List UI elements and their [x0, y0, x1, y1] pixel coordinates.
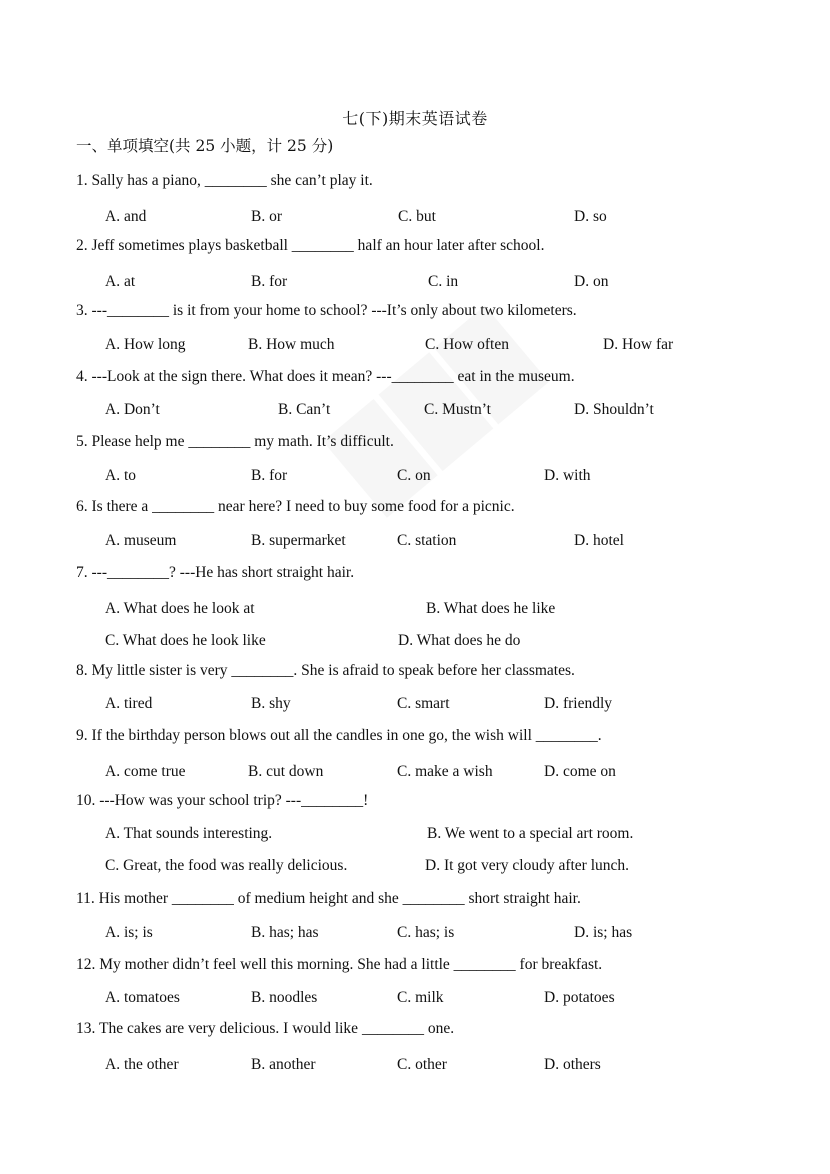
page-title: 七(下)期末英语试卷 [342, 109, 488, 128]
option-7d[interactable]: D. What does he do [398, 632, 521, 649]
option-11b[interactable]: B. has; has [251, 924, 319, 941]
option-9a[interactable]: A. come true [105, 763, 186, 780]
option-10c[interactable]: C. Great, the food was really delicious. [105, 857, 348, 874]
option-6a[interactable]: A. museum [105, 532, 177, 549]
option-12b[interactable]: B. noodles [251, 989, 318, 1006]
option-2c[interactable]: C. in [428, 273, 459, 290]
option-13b[interactable]: B. another [251, 1056, 316, 1073]
option-4b[interactable]: B. Can’t [278, 401, 331, 418]
option-9c[interactable]: C. make a wish [397, 763, 493, 780]
option-3d[interactable]: D. How far [603, 336, 674, 353]
option-4c[interactable]: C. Mustn’t [424, 401, 491, 418]
question-12: 12. My mother didn’t feel well this morning. She had a little ________ for breakfast. [76, 956, 603, 973]
option-3b[interactable]: B. How much [248, 336, 335, 353]
option-2a[interactable]: A. at [105, 273, 136, 290]
option-7c[interactable]: C. What does he look like [105, 632, 266, 649]
option-4d[interactable]: D. Shouldn’t [574, 401, 654, 418]
option-11a[interactable]: A. is; is [105, 924, 153, 941]
option-1b[interactable]: B. or [251, 208, 282, 225]
option-5d[interactable]: D. with [544, 467, 591, 484]
option-12c[interactable]: C. milk [397, 989, 444, 1006]
question-9: 9. If the birthday person blows out all the candles in one go, the wish will ________. [76, 727, 602, 744]
option-10b[interactable]: B. We went to a special art room. [427, 825, 634, 842]
question-7: 7. ---________? ---He has short straight hair. [76, 564, 355, 581]
option-9d[interactable]: D. come on [544, 763, 616, 780]
option-6c[interactable]: C. station [397, 532, 457, 549]
option-7b[interactable]: B. What does he like [426, 600, 556, 617]
option-1a[interactable]: A. and [105, 208, 147, 225]
option-13d[interactable]: D. others [544, 1056, 601, 1073]
option-2b[interactable]: B. for [251, 273, 288, 290]
option-12a[interactable]: A. tomatoes [105, 989, 180, 1006]
option-9b[interactable]: B. cut down [248, 763, 324, 780]
question-11: 11. His mother ________ of medium height and she ________ short straight hair. [76, 890, 581, 907]
option-5a[interactable]: A. to [105, 467, 136, 484]
option-4a[interactable]: A. Don’t [105, 401, 160, 418]
option-10a[interactable]: A. That sounds interesting. [105, 825, 273, 842]
option-13c[interactable]: C. other [397, 1056, 447, 1073]
option-10d[interactable]: D. It got very cloudy after lunch. [425, 857, 630, 874]
option-6d[interactable]: D. hotel [574, 532, 624, 549]
question-13: 13. The cakes are very delicious. I would like ________ one. [76, 1020, 455, 1037]
option-1c[interactable]: C. but [398, 208, 436, 225]
question-10: 10. ---How was your school trip? ---________! [76, 792, 369, 809]
question-8: 8. My little sister is very ________. She is afraid to speak before her classmates. [76, 662, 575, 679]
question-1: 1. Sally has a piano, ________ she can’t play it. [76, 172, 373, 189]
question-3: 3. ---________ is it from your home to school? ---It’s only about two kilometers. [76, 302, 577, 319]
question-5: 5. Please help me ________ my math. It’s difficult. [76, 433, 394, 450]
option-7a[interactable]: A. What does he look at [105, 600, 255, 617]
option-6b[interactable]: B. supermarket [251, 532, 346, 549]
option-8a[interactable]: A. tired [105, 695, 153, 712]
question-4: 4. ---Look at the sign there. What does it mean? ---________ eat in the museum. [76, 368, 575, 385]
option-3c[interactable]: C. How often [425, 336, 509, 353]
option-8c[interactable]: C. smart [397, 695, 450, 712]
question-6: 6. Is there a ________ near here? I need to buy some food for a picnic. [76, 498, 515, 515]
option-2d[interactable]: D. on [574, 273, 609, 290]
option-13a[interactable]: A. the other [105, 1056, 179, 1073]
option-8b[interactable]: B. shy [251, 695, 291, 712]
question-2: 2. Jeff sometimes plays basketball ________ half an hour later after school. [76, 237, 545, 254]
option-12d[interactable]: D. potatoes [544, 989, 615, 1006]
option-5c[interactable]: C. on [397, 467, 431, 484]
option-1d[interactable]: D. so [574, 208, 607, 225]
option-11d[interactable]: D. is; has [574, 924, 633, 941]
option-5b[interactable]: B. for [251, 467, 288, 484]
section-heading: 一、单项填空(共 25 小题，计 25 分) [76, 137, 334, 155]
option-11c[interactable]: C. has; is [397, 924, 455, 941]
option-3a[interactable]: A. How long [105, 336, 186, 353]
option-8d[interactable]: D. friendly [544, 695, 613, 712]
